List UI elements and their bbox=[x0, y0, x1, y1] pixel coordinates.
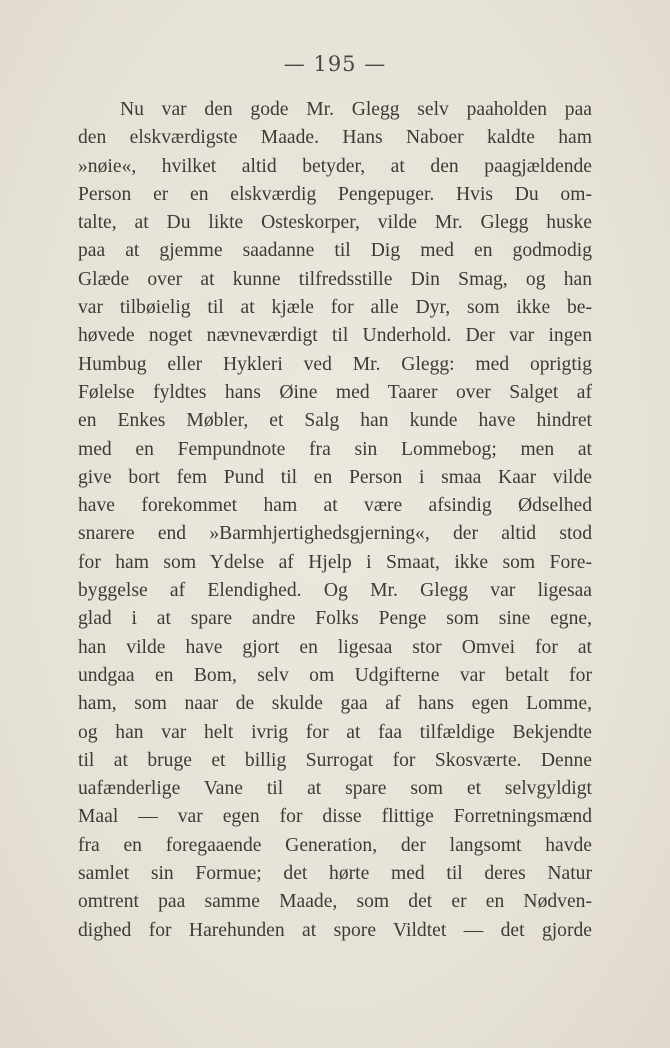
text-line: glad i at spare andre Folks Penge som sine egne, bbox=[78, 608, 592, 630]
text-line: den elskværdigste Maade. Hans Naboer kaldte ham bbox=[78, 127, 592, 149]
text-line: fra en foregaaende Generation, der langsomt havde bbox=[78, 834, 592, 856]
text-line: have forekommet ham at være afsindig Ødselhed bbox=[78, 495, 592, 517]
text-line: var tilbøielig til at kjæle for alle Dyr, som ikke be- bbox=[78, 297, 592, 319]
text-line: »nøie«, hvilket altid betyder, at den paagjældende bbox=[78, 155, 592, 177]
text-line: en Enkes Møbler, et Salg han kunde have hindret bbox=[78, 410, 592, 432]
text-line: Nu var den gode Mr. Glegg selv paaholden paa bbox=[120, 99, 592, 120]
text-line: give bort fem Pund til en Person i smaa Kaar vilde bbox=[78, 466, 592, 488]
text-line: og han var helt ivrig for at faa tilfældige Bekjendte bbox=[78, 721, 592, 743]
text-line: Maal — var egen for disse flittige Forretningsmænd bbox=[78, 806, 592, 828]
text-line: for ham som Ydelse af Hjelp i Smaat, ikke som Fore- bbox=[78, 551, 592, 573]
text-line: byggelse af Elendighed. Og Mr. Glegg var ligesaa bbox=[78, 580, 592, 602]
text-line: talte, at Du likte Osteskorper, vilde Mr. Glegg huske bbox=[78, 212, 592, 234]
text-line: Følelse fyldtes hans Øine med Taarer over Salget af bbox=[78, 381, 592, 403]
page-number: — 195 — bbox=[283, 52, 387, 76]
text-line: omtrent paa samme Maade, som det er en Nødven- bbox=[78, 891, 592, 913]
text-line: uafænderlige Vane til at spare som et selvgyldigt bbox=[78, 778, 592, 800]
text-line: paa at gjemme saadanne til Dig med en godmodig bbox=[78, 240, 592, 262]
text-line: høvede noget nævneværdigt til Underhold. Der var ingen bbox=[78, 325, 592, 347]
text-line: ham, som naar de skulde gaa af hans egen Lomme, bbox=[78, 693, 592, 715]
text-line: med en Fempundnote fra sin Lommebog; men at bbox=[78, 438, 592, 460]
text-line: dighed for Harehunden at spore Vildtet — det gjorde bbox=[78, 919, 592, 941]
text-line: undgaa en Bom, selv om Udgifterne var betalt for bbox=[78, 664, 592, 686]
text-line: til at bruge et billig Surrogat for Skosværte. Denne bbox=[78, 749, 592, 771]
text-line: Glæde over at kunne tilfredsstille Din Smag, og han bbox=[78, 268, 592, 290]
text-line: snarere end »Barmhjertighedsgjerning«, der altid stod bbox=[78, 523, 592, 545]
body-text bbox=[78, 96, 592, 945]
text-line: samlet sin Formue; det hørte med til deres Natur bbox=[78, 863, 592, 885]
text-line: Humbug eller Hykleri ved Mr. Glegg: med oprigtig bbox=[78, 353, 592, 375]
text-line: Person er en elskværdig Pengepuger. Hvis Du om- bbox=[78, 183, 592, 205]
text-line: han vilde have gjort en ligesaa stor Omvei for at bbox=[78, 636, 592, 658]
